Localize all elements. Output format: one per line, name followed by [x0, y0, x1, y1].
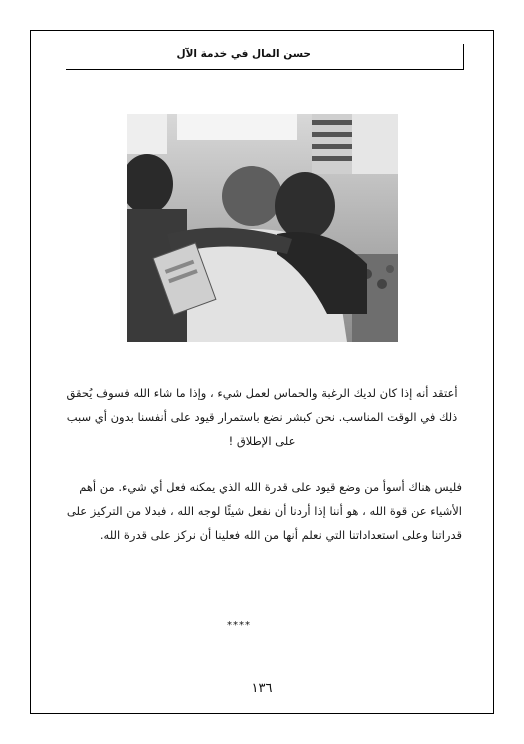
- running-header: [66, 44, 464, 70]
- body-paragraph-1: أعتقد أنه إذا كان لديك الرغبة والحماس لعمل شيء ، وإذا ما شاء الله فسوف يُحقق ذلك في الوقت المناسب. نحن كبشر نضع باستمرار قيود على أنفسنا بدون أي سبب على الإطلاق !: [66, 386, 458, 448]
- section-separator: ****: [227, 620, 251, 631]
- page-number: ١٣٦: [251, 681, 273, 696]
- body-paragraph-2: فليس هناك أسوأ من وضع قيود على قدرة الله الذي يمكنه فعل أي شيء. من أهم الأشياء عن قوة الله ، هو أننا إذا أردنا أن نفعل شيئًا لوجه الله ، فبدلا من التركيز على قدراتنا وعلى استعداداتنا التي نعلم أنها من الله فعلينا أن نركز على قدرة الله.: [66, 480, 462, 542]
- header-title: حسن المال في خدمة الآل: [176, 48, 311, 60]
- person-center-head: [222, 166, 282, 226]
- banner-top: [177, 114, 297, 140]
- flag-left: [127, 114, 167, 154]
- person-right-head: [275, 172, 335, 240]
- flag-stripes: [312, 114, 398, 174]
- hug-photo: [127, 114, 398, 342]
- photo-illustration: [127, 114, 398, 342]
